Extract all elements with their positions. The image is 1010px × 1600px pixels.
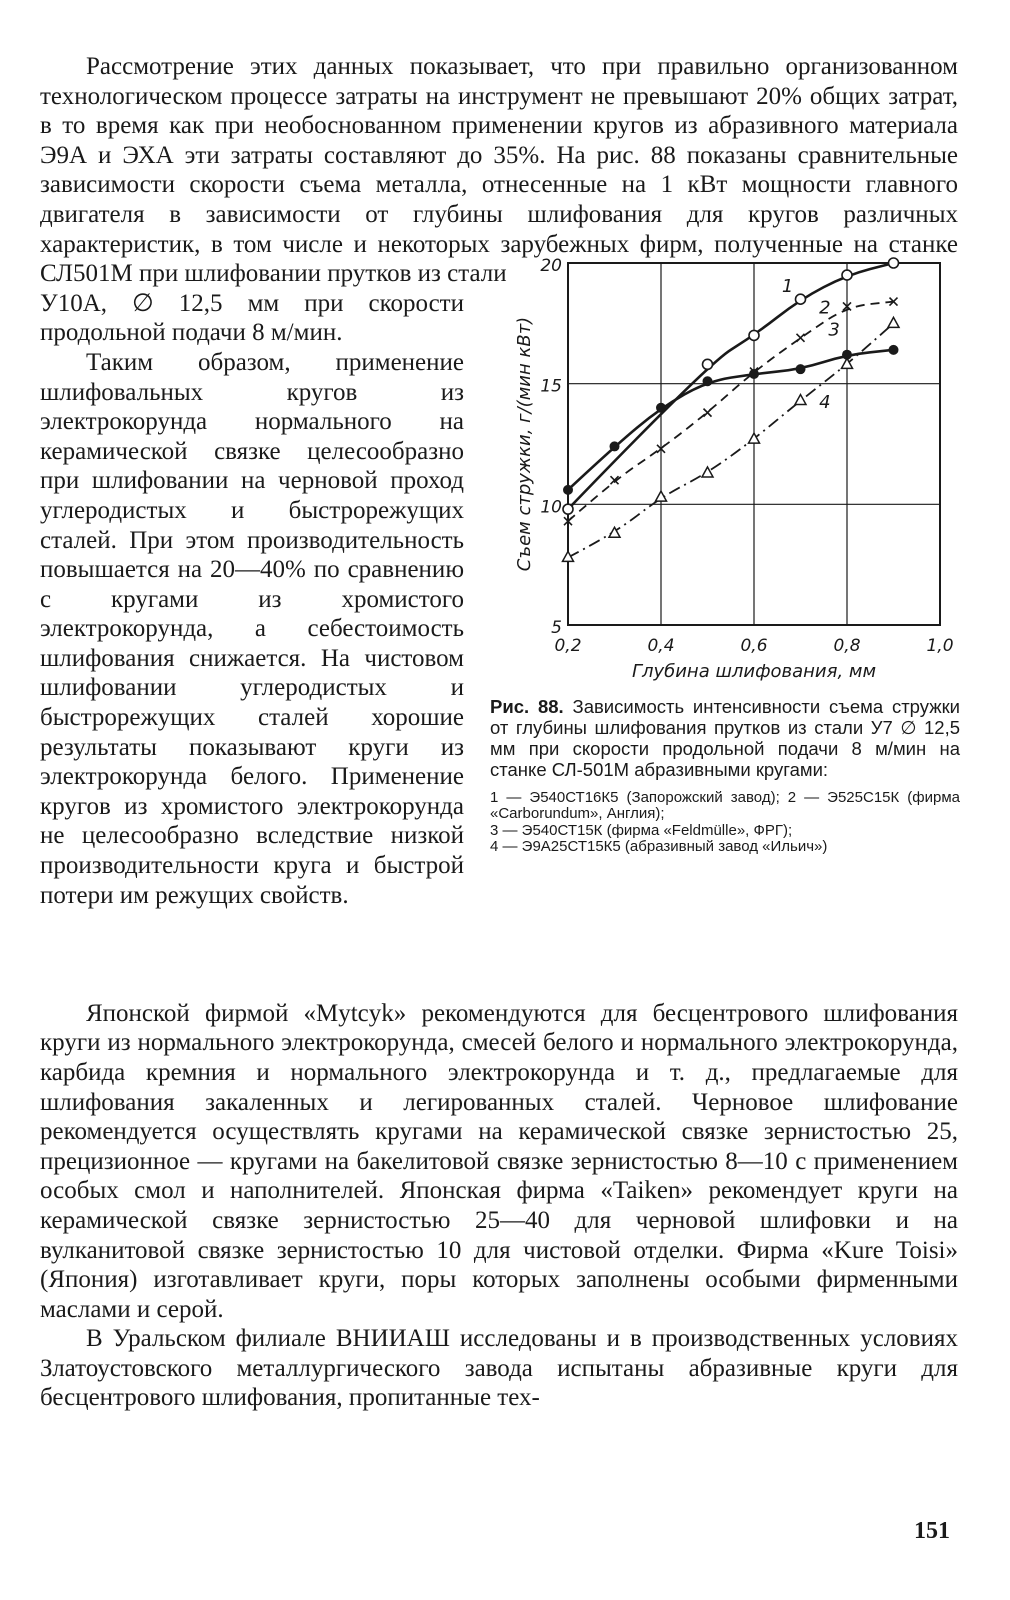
series-1-point: [563, 504, 573, 514]
caption-text: Зависимость интенсивности съема стружки от глубины шлифования прутков из стали У7 ∅ 12,5 мм при скорости продольной подачи 8 м/мин на станке СЛ-501М абразивными кругами:: [490, 695, 961, 780]
page-body: [40, 52, 961, 1413]
y-tick-label: 5: [551, 617, 562, 638]
series-3-label: 3: [828, 319, 840, 341]
wrap-section: [40, 255, 961, 995]
chart-figure-88: [490, 255, 960, 683]
series-4-label: 4: [819, 391, 831, 413]
y-tick-label: 15: [540, 376, 562, 397]
series-2-point: [889, 345, 899, 355]
y-axis-label: Съем стружки, г/(мин кВт): [514, 316, 535, 571]
figure-88: [490, 255, 960, 856]
x-tick-label: 1,0: [926, 635, 954, 656]
series-2-point: [610, 441, 620, 451]
legend-line-3: 4 — Э9А25СТ15К5 (абразивный завод «Ильич»): [490, 838, 828, 856]
series-1-line: [568, 263, 894, 509]
x-tick-label: 0,6: [740, 635, 768, 656]
paragraph-1-continued: У10А, ∅ 12,5 мм при скорости продольной подачи 8 м/мин.: [40, 289, 464, 347]
series-1-point: [796, 294, 806, 304]
paragraph-3: Японской фирмой «Mytcyk» рекомендуются для бесцентрового шлифования круги из нормального электрокорунда, смесей белого и нормального электрокорунда, карбида кремния и нормального электрокорунда и т. д., предлагаемые для шлифования закаленных и легированных сталей. Черновое шлифование рекомендуется осуществлять кругами на керамической связке зернистостью 25, прецизионное — кругами на бакелитовой связке зернистостью 8—10 с применением особых смол и наполнителей. Японская фирма «Taiken» рекомендует круги на керамической связке зернистостью 25—40 для черновой шлифовки и на вулканитовой связке зернистостью 10 для чистовой отделки. Фирма «Kure Toisi» (Япония) изготавливает круги, поры которых заполнены особыми фирменными маслами и серой.: [40, 999, 958, 1323]
figure-caption: [490, 696, 960, 780]
series-1-point: [889, 258, 899, 268]
paragraph-2: Таким образом, применение шлифовальных кругов из электрокорунда нормального на керамической связке целесообразно при шлифовании на черновой проход углеродистых и быстрорежущих сталей. При этом производительность повышается на 20—40% по сравнению с кругами из хромистого электрокорунда, а себестоимость шлифования снижается. На чистовом шлифовании углеродистых и быстрорежущих сталей хорошие результаты показывают круги из электрокорунда белого. Применение кругов из хромистого электрокорунда не целесообразно вследствие низкой производительности круга и быстрой потери им режущих свойств.: [40, 348, 464, 909]
x-tick-label: 0,8: [833, 635, 861, 656]
y-tick-label: 20: [540, 255, 562, 276]
left-column: [40, 289, 464, 910]
series-1-point: [842, 270, 852, 280]
x-axis-label: Глубина шлифования, мм: [631, 660, 877, 682]
series-1-point: [703, 359, 713, 369]
series-2-point: [656, 403, 666, 413]
series-2-point: [703, 376, 713, 386]
paragraph-4: В Уральском филиале ВНИИАШ исследованы и в производственных условиях Златоустовского металлургического завода испытаны абразивные круги для бесцентрового шлифования, пропитанные тех-: [40, 1325, 958, 1412]
series-2-point: [563, 485, 573, 495]
x-tick-label: 0,4: [647, 635, 675, 656]
x-tick-label: 0,2: [554, 635, 582, 656]
paragraph-1: Рассмотрение этих данных показывает, что при правильно организованном технологическом процессе затраты на инструмент не превышают 20% общих затрат, в то время как при необоснованном применении кругов из абразивного материала Э9А и ЭХА эти затраты составляют до 35%. На рис. 88 показаны сравнительные зависимости скорости съема металла, отнесенные на 1 кВт мощности главного двигателя в зависимости от глубины шлифования для кругов различных характеристик, в том числе и некоторых зарубежных фирм, полученные на станке СЛ501М при шлифовании прутков из стали: [40, 53, 958, 288]
caption-label: Рис. 88.: [490, 695, 564, 717]
series-3-line: [568, 301, 894, 521]
figure-legend: [490, 790, 960, 856]
series-2-label: 2: [819, 297, 831, 319]
series-2-line: [568, 350, 894, 490]
series-4-point: [795, 394, 806, 404]
series-4-point: [888, 317, 899, 327]
page-number: 151: [914, 1518, 950, 1544]
legend-line-2: 3 — Э540СТ15К (фирма «Feldmülle», ФРГ);: [490, 821, 793, 839]
series-1-label: 1: [781, 275, 794, 297]
series-1-point: [749, 330, 759, 340]
y-tick-label: 10: [540, 497, 562, 518]
series-3-point: [704, 408, 712, 416]
series-3-point: [797, 334, 805, 342]
bottom-section: [40, 999, 958, 1413]
series-2-point: [796, 364, 806, 374]
legend-line-1: 1 — Э540СТ16К5 (Запорожский завод); 2 — Э525С15К (фирма «Carborundum», Англия);: [490, 788, 960, 823]
